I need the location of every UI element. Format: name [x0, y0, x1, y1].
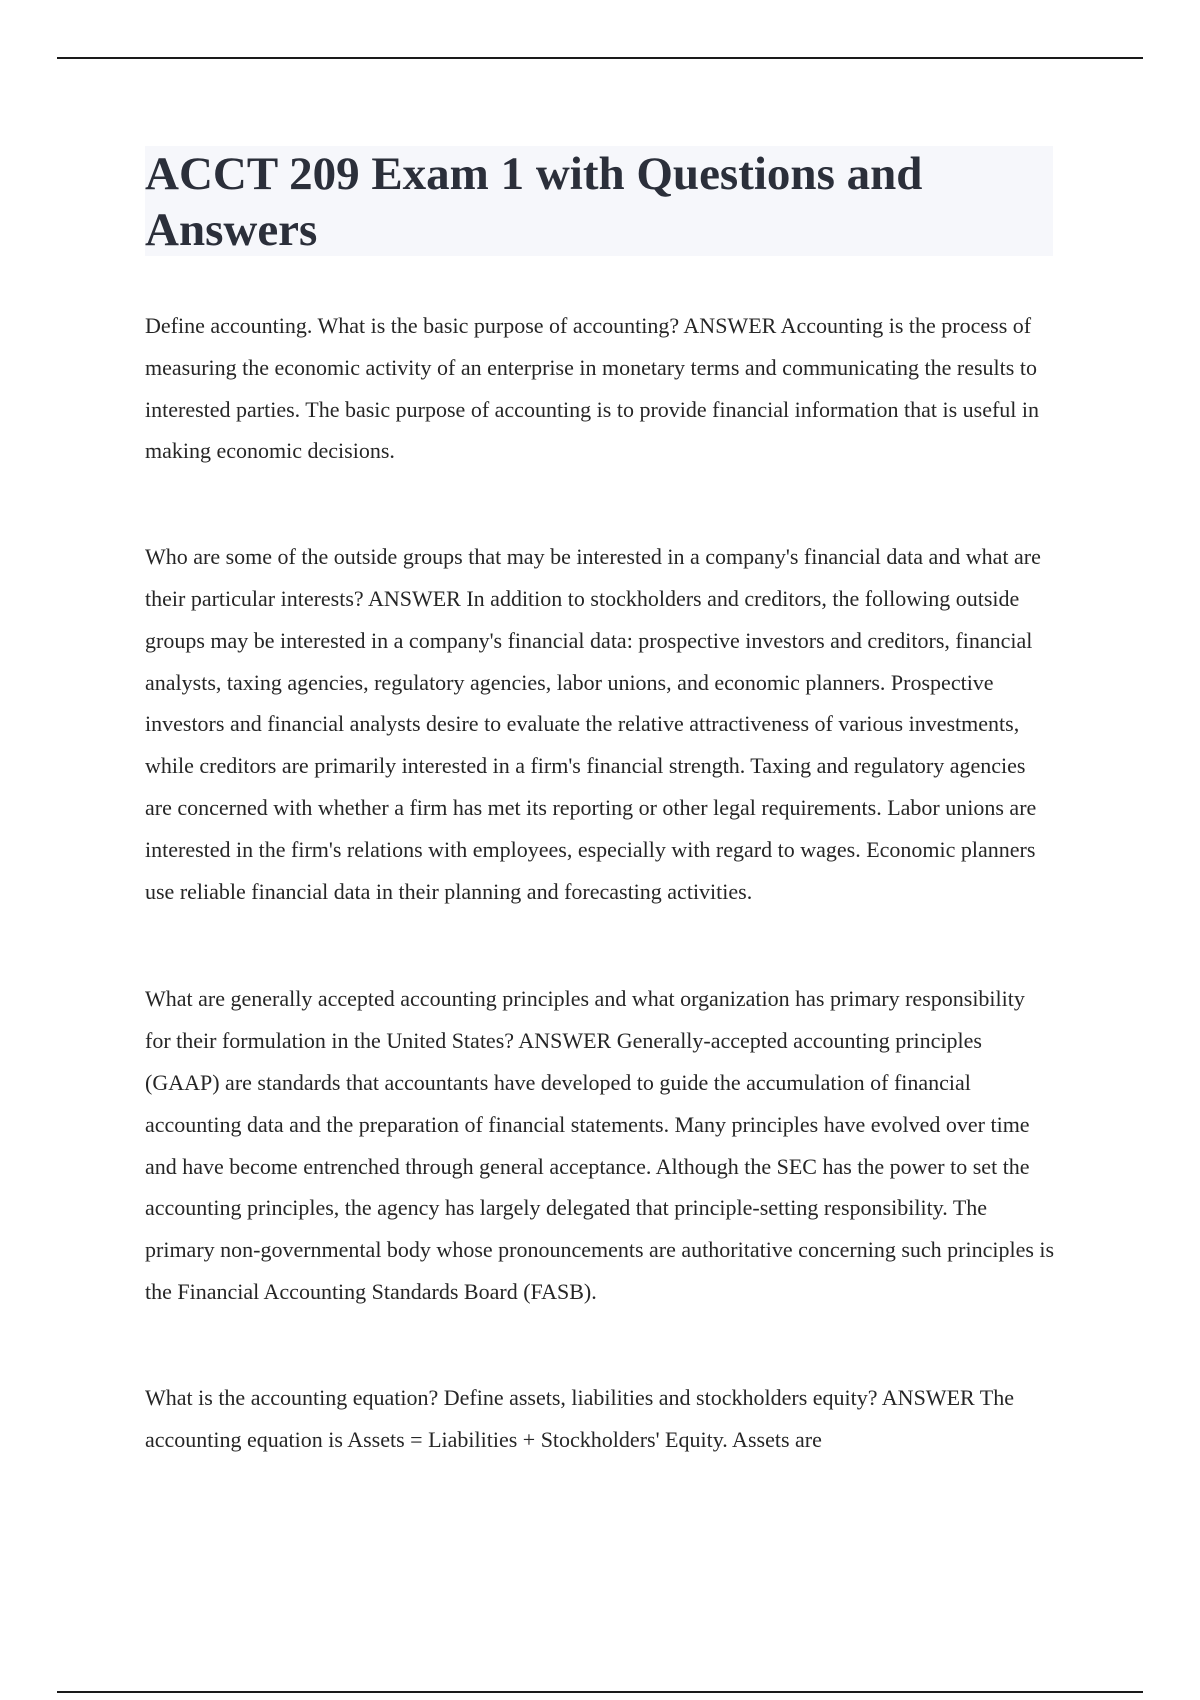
qa-item: What are generally accepted accounting principles and what organization has primary responsibility for their formulation in the United States? ANSWER Generally-accepted accounting principles (GAAP) are standards that accountants have developed to guide the accumulation of financial accounting data and the preparation of financial statements. Many principles have evolved over time and have become entrenched through general acceptance. Although the SEC has the power to set the accounting principles, the agency has largely delegated that principle-setting responsibility. The primary non-governmental body whose pronouncements are authoritative concerning such principles is the Financial Accounting Standards Board (FASB).	[145, 986, 1055, 1304]
document-body	[145, 305, 1055, 1524]
qa-item: Who are some of the outside groups that may be interested in a company's financial data and what are their particular interests? ANSWER In addition to stockholders and creditors, the following outside groups may be interested in a company's financial data: prospective investors and creditors, financial analysts, taxing agencies, regulatory agencies, labor unions, and economic planners. Prospective investors and financial analysts desire to evaluate the relative attractiveness of various investments, while creditors are primarily interested in a firm's financial strength. Taxing and regulatory agencies are concerned with whether a firm has met its reporting or other legal requirements. Labor unions are interested in the firm's relations with employees, especially with regard to wages. Economic planners use reliable financial data in their planning and forecasting activities.	[145, 544, 1041, 904]
bottom-divider	[57, 1691, 1143, 1693]
qa-item: Define accounting. What is the basic purpose of accounting? ANSWER Accounting is the process of measuring the economic activity of an enterprise in monetary terms and communicating the results to interested parties. The basic purpose of accounting is to provide financial information that is useful in making economic decisions.	[145, 313, 1040, 464]
qa-item: What is the accounting equation? Define assets, liabilities and stockholders equity? ANSWER The accounting equation is Assets = Liabilities + Stockholders' Equity. Assets are	[145, 1384, 1014, 1452]
top-divider	[57, 57, 1143, 59]
title-banner	[145, 146, 1053, 256]
page-title: ACCT 209 Exam 1 with Questions and Answers	[145, 148, 923, 256]
